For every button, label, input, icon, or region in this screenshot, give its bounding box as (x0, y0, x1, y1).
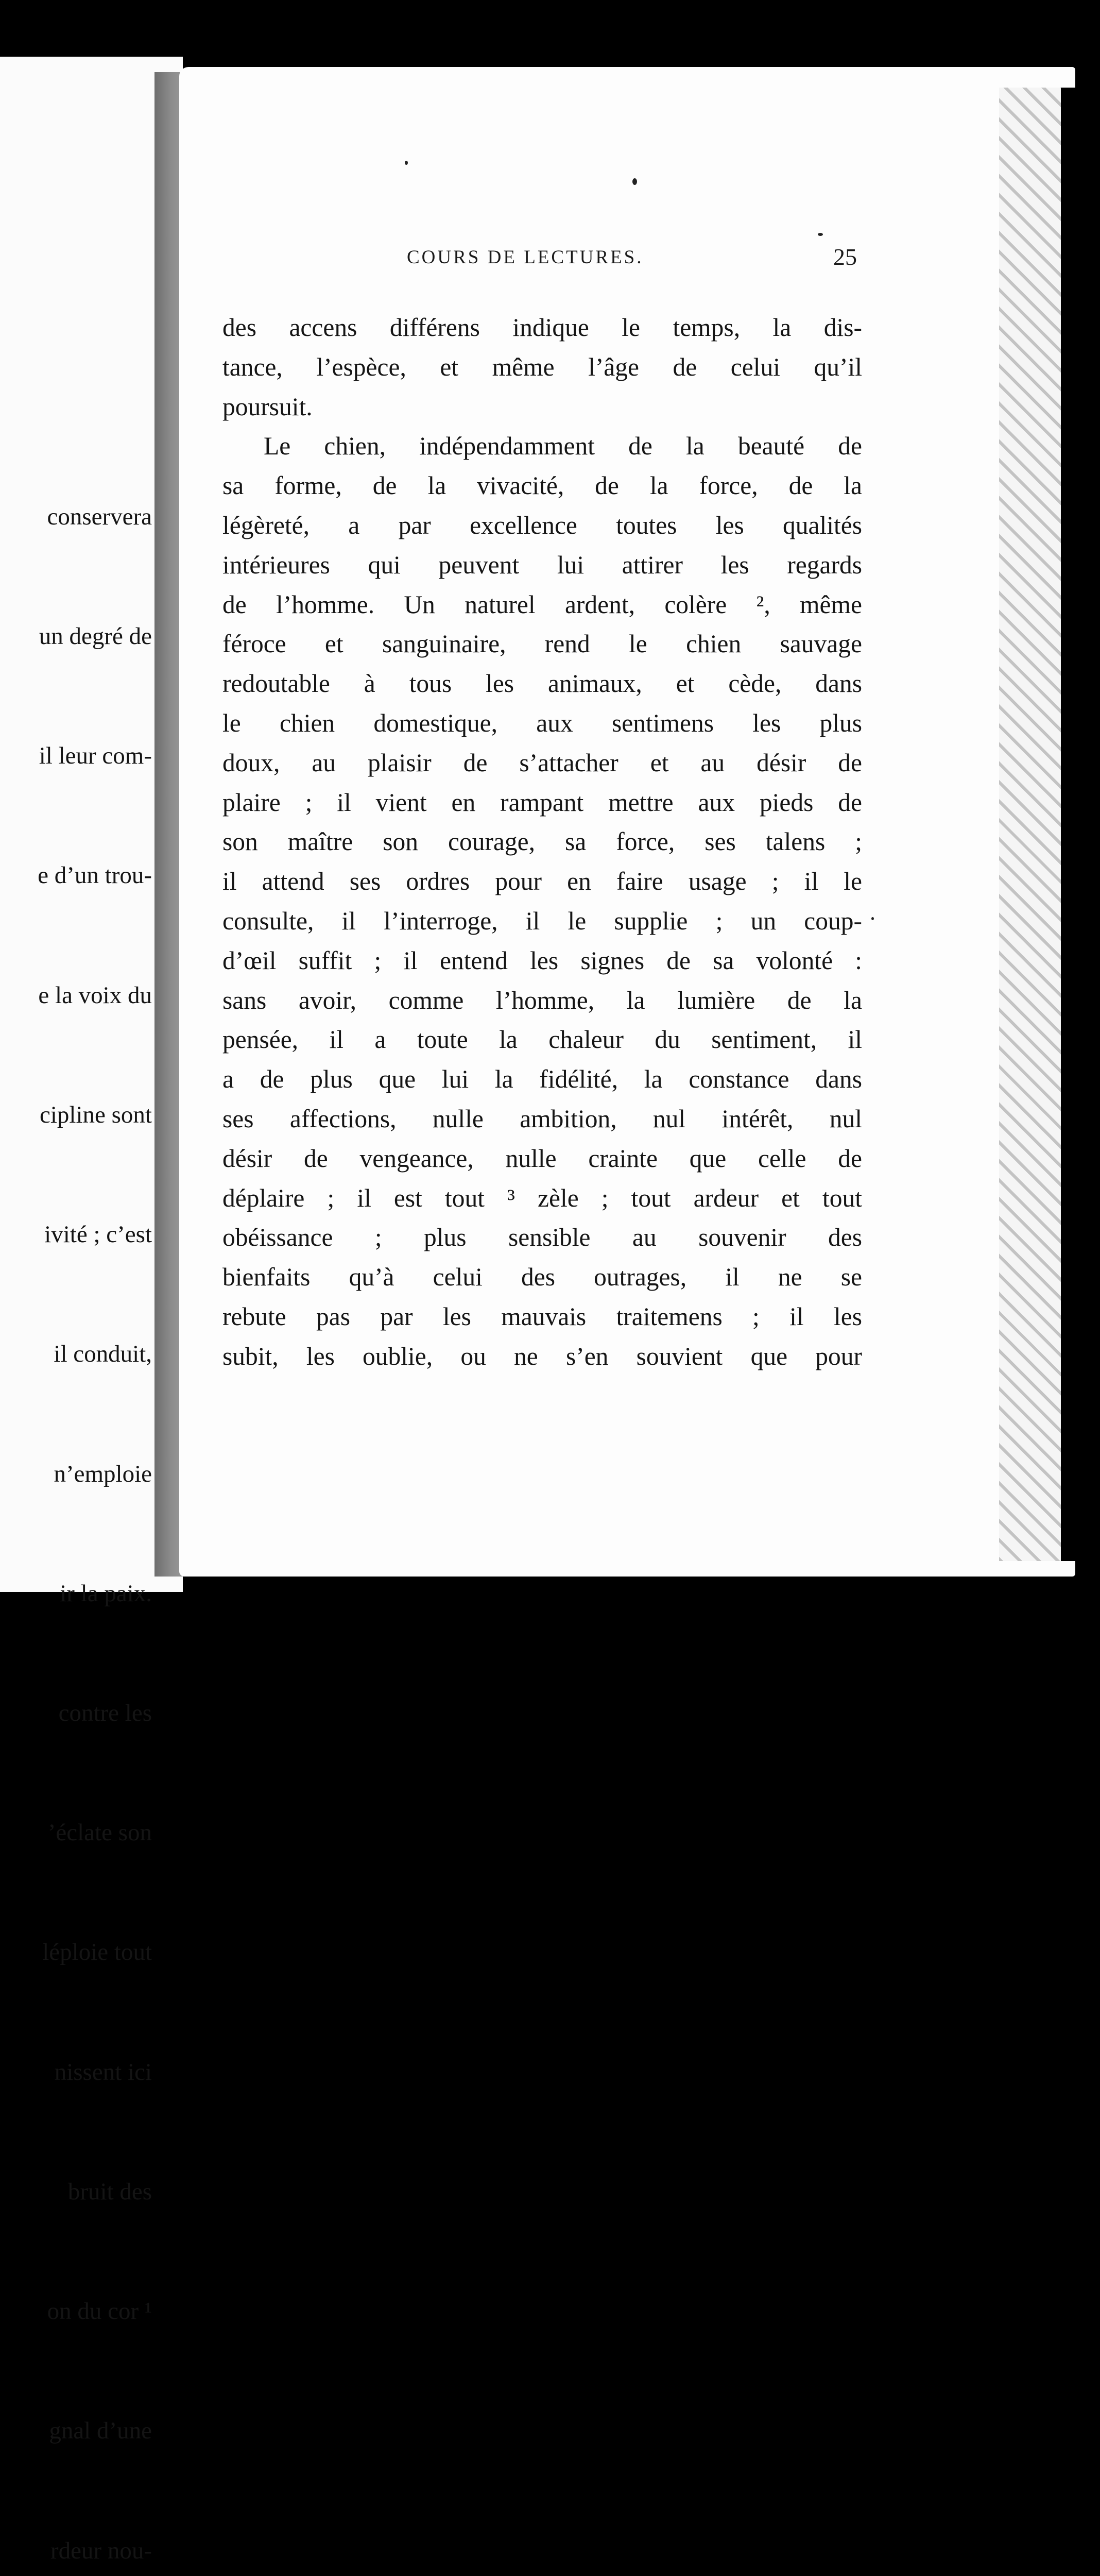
page-number: 25 (833, 244, 857, 270)
text-line: légèreté, a par excellence toutes les qualités (222, 511, 862, 539)
text-line: désir de vengeance, nulle crainte que celle de (222, 1144, 862, 1173)
left-line: on du cor ¹ (47, 2298, 152, 2325)
text-line: son maître son courage, sa force, ses talens ; (222, 827, 862, 856)
speck (632, 178, 637, 185)
text-line: pensée, il a toute la chaleur du sentiment, il (222, 1025, 862, 1054)
left-line: ’éclate son (47, 1819, 152, 1846)
scan-border (1061, 88, 1100, 1561)
text-line: redoutable à tous les animaux, et cède, dans (222, 669, 862, 698)
text-line: des accens différens indique le temps, la dis- (222, 313, 862, 342)
left-line: rdeur nou- (50, 2537, 152, 2564)
speck (405, 161, 408, 165)
text-line: subit, les oublie, ou ne s’en souvient que pour (222, 1342, 862, 1370)
left-line: gnal d’une (49, 2417, 152, 2445)
text-line: rebute pas par les mauvais traitemens ; il les (222, 1302, 862, 1331)
left-line: il conduit, (54, 1341, 152, 1368)
left-line: conservera (47, 503, 152, 530)
text-line: sa forme, de la vivacité, de la force, de la (222, 471, 862, 500)
text-line: d’œil suffit ; il entend les signes de sa volonté : (222, 946, 862, 975)
left-line: un degré de (39, 623, 152, 650)
text-line: bienfaits qu’à celui des outrages, il ne se (222, 1263, 862, 1292)
left-line: ir la paix. (60, 1580, 152, 1607)
text-line: il attend ses ordres pour en faire usage ; il le (222, 867, 862, 896)
text-line: déplaire ; il est tout ³ zèle ; tout ardeur et tout (222, 1183, 862, 1212)
text-line: sans avoir, comme l’homme, la lumière de la (222, 986, 862, 1014)
text-line: de l’homme. Un naturel ardent, colère ², même (222, 590, 862, 619)
text-line: obéissance ; plus sensible au souvenir des (222, 1223, 862, 1252)
text-line: le chien domestique, aux sentimens les plus (222, 708, 862, 737)
left-line: bruit des (67, 2178, 152, 2205)
text-line: ses affections, nulle ambition, nul intérêt, nul (222, 1104, 862, 1133)
text-line: intérieures qui peuvent lui attirer les regards (222, 550, 862, 579)
left-line: nissent ici (54, 2058, 152, 2086)
left-line: ivité ; c’est (44, 1221, 152, 1248)
left-line: léploie tout (42, 1939, 152, 1966)
text-line: féroce et sanguinaire, rend le chien sauvage (222, 630, 862, 658)
left-line: e d’un trou- (38, 862, 152, 889)
body-text (222, 308, 862, 1377)
left-line: contre les (58, 1700, 152, 1726)
text-line: doux, au plaisir de s’attacher et au désir de (222, 748, 862, 777)
speck (818, 233, 823, 236)
text-line: plaire ; il vient en rampant mettre aux pieds de (222, 788, 862, 817)
running-head: COURS DE LECTURES. (407, 247, 644, 268)
text-line: tance, l’espèce, et même l’âge de celui qu’il (222, 352, 862, 381)
speck (871, 917, 874, 920)
left-line: cipline sont (40, 1101, 152, 1128)
left-line: il leur com- (39, 742, 152, 770)
text-line: consulte, il l’interroge, il le supplie ; un coup- (222, 906, 862, 935)
left-page-text (0, 417, 152, 2576)
text-line: Le chien, indépendamment de la beauté de (264, 432, 862, 461)
left-line: n’emploie (54, 1460, 152, 1487)
left-line: e la voix du (38, 981, 152, 1009)
text-line: a de plus que lui la fidélité, la constance dans (222, 1065, 862, 1094)
text-line: poursuit. (222, 392, 313, 421)
